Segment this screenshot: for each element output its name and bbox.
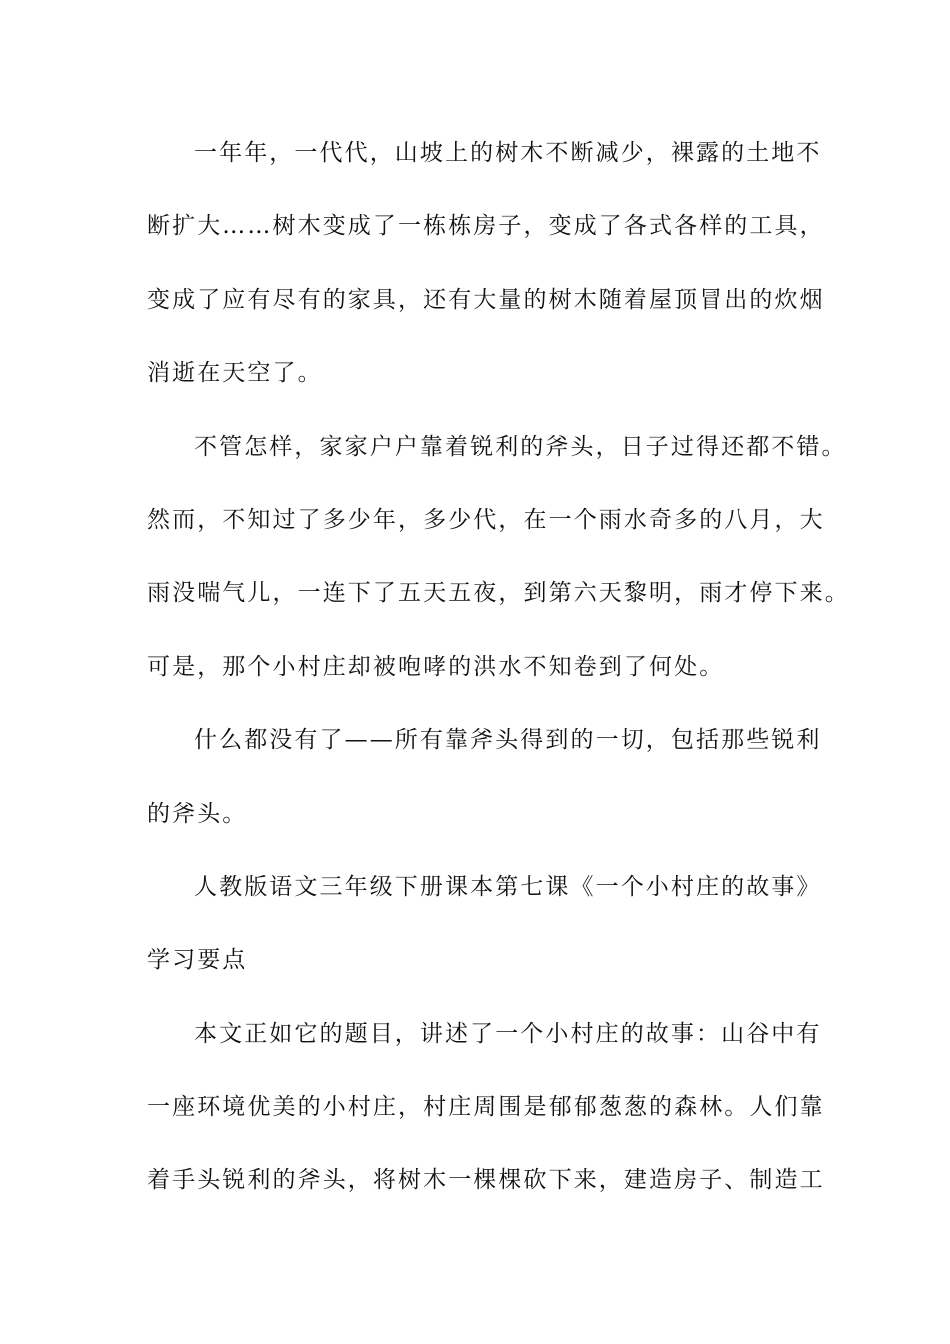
paragraph-forest-shrinking xyxy=(147,128,825,422)
text-line: 雨没喘气儿，一连下了五天五夜，到第六天黎明，雨才停下来。 xyxy=(147,580,850,607)
text-line: 一年年，一代代，山坡上的树木不断减少，裸露的土地不 xyxy=(194,140,822,166)
text-line: 什么都没有了——所有靠斧头得到的一切，包括那些锐利 xyxy=(194,727,822,754)
text-line: 着手头锐利的斧头，将树木一棵棵砍下来，建造房子、制造工 xyxy=(147,1167,825,1194)
text-line: 不管怎样，家家户户靠着锐利的斧头，日子过得还都不错。 xyxy=(194,433,847,460)
text-line: 本文正如它的题目，讲述了一个小村庄的故事：山谷中有 xyxy=(194,1020,822,1047)
document-body xyxy=(147,128,850,1229)
text-line: 消逝在天空了。 xyxy=(147,360,323,387)
text-line: 的斧头。 xyxy=(147,800,248,827)
paragraph-nothing-left xyxy=(147,715,822,862)
text-line: 然而，不知过了多少年，多少代，在一个雨水奇多的八月，大 xyxy=(147,506,825,533)
heading-line: 学习要点 xyxy=(147,947,248,974)
paragraph-flood xyxy=(147,422,850,716)
section-heading xyxy=(147,862,822,1009)
text-line: 可是，那个小村庄却被咆哮的洪水不知卷到了何处。 xyxy=(147,653,725,680)
text-line: 断扩大……树木变成了一栋栋房子，变成了各式各样的工具， xyxy=(147,213,825,240)
heading-line: 人教版语文三年级下册课本第七课《一个小村庄的故事》 xyxy=(194,873,822,900)
text-line: 一座环境优美的小村庄，村庄周围是郁郁葱葱的森林。人们靠 xyxy=(147,1094,825,1121)
text-line: 变成了应有尽有的家具，还有大量的树木随着屋顶冒出的炊烟 xyxy=(147,286,825,313)
paragraph-summary xyxy=(147,1009,825,1229)
